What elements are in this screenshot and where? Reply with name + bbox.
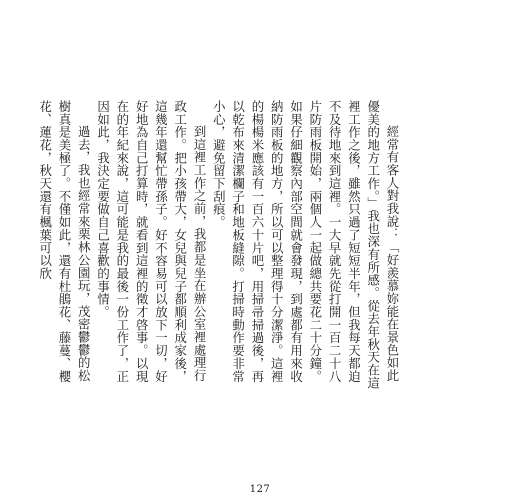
paragraph-2: 到這裡工作之前，我都是坐在辦公室裡處理行政工作。把小孩帶大，女兒與兒子都順利成家後，這幾年還幫忙帶孫子。好不容易可以放下一切，好好地為自己打算時，就看到這裡的徵才啓事。以現在的年紀來說，這可能是我的最後一份工作了，正因如此，我決定要做自己喜歡的事情。 (95, 100, 208, 383)
paragraph-3: 過去，我也經常來栗林公園玩，茂密鬱鬱的松樹真是美極了。不僅如此，還有杜鵑花、藤蔓、櫻花、蓮花，秋天還有楓葉可以欣 (37, 100, 92, 383)
vertical-text-body (37, 100, 402, 390)
paragraph-1: 經常有客人對我說：「好羨慕妳能在景色如此優美的地方工作。」我也深有所感。從去年秋天在這裡工作之後，雖然只過了短短半年，但我每天都迫不及待地來到這裡。一大早就先從打開一百二十八片防雨板開始，兩個人一起做總共要花二十分鐘。如果仔細觀察內部空間就會發現，到處都有用來收納防雨板的地方，所以可以整理得十分潔淨。這裡的楊楊米應該有一百六十片吧，用掃帚掃過後，再以乾布來清潔欄子和地板縫隙。打掃時動作要非常小心，避免留下刮痕。 (211, 100, 400, 390)
page-number: 127 (249, 484, 271, 495)
